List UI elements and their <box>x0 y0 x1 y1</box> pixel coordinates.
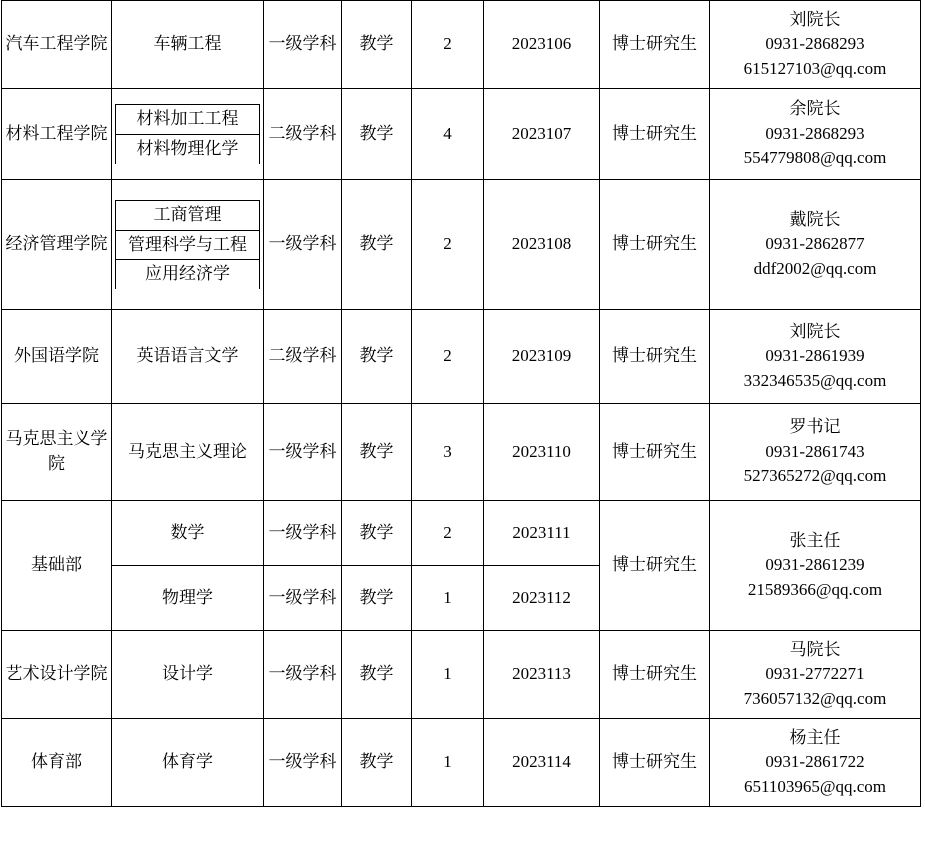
code-value: 2023111 <box>512 522 571 542</box>
table-row <box>2 501 921 566</box>
contact-name: 杨主任 <box>789 727 841 747</box>
major-name: 马克思主义理论 <box>128 441 247 461</box>
cell-code <box>484 566 600 631</box>
cell-type <box>342 89 412 180</box>
cell-code <box>484 310 600 404</box>
code-value: 2023112 <box>512 587 571 607</box>
level-value: 二级学科 <box>268 346 337 366</box>
contact-name: 马院长 <box>789 639 841 659</box>
cell-college <box>2 180 112 310</box>
count-value: 1 <box>443 664 452 684</box>
contact-email: 651103965@qq.com <box>743 776 887 796</box>
cell-count <box>412 180 484 310</box>
cell-degree <box>600 631 710 719</box>
code-value: 2023106 <box>511 34 572 54</box>
cell-major <box>112 719 264 807</box>
level-value: 一级学科 <box>268 752 337 772</box>
cell-college <box>2 719 112 807</box>
major-subtable <box>115 104 260 163</box>
cell-contact <box>710 1 921 89</box>
cell-degree <box>600 180 710 310</box>
cell-count <box>412 719 484 807</box>
cell-count <box>412 631 484 719</box>
level-value: 一级学科 <box>268 664 337 684</box>
contact-name: 刘院长 <box>789 9 841 29</box>
cell-degree <box>600 89 710 180</box>
cell-count <box>412 566 484 631</box>
cell-level <box>264 404 342 501</box>
cell-type <box>342 310 412 404</box>
cell-type <box>342 180 412 310</box>
cell-level <box>264 566 342 631</box>
cell-contact <box>710 501 921 631</box>
cell-degree <box>600 310 710 404</box>
cell-level <box>264 180 342 310</box>
count-value: 2 <box>443 522 452 542</box>
cell-type <box>342 404 412 501</box>
contact-phone: 0931-2861239 <box>765 555 865 575</box>
level-value: 一级学科 <box>268 441 337 461</box>
cell-level <box>264 501 342 566</box>
cell-major <box>112 1 264 89</box>
table-row <box>2 719 921 807</box>
type-value: 教学 <box>359 346 394 366</box>
count-value: 2 <box>443 34 452 54</box>
cell-major <box>112 501 264 566</box>
cell-college <box>2 89 112 180</box>
cell-major <box>112 566 264 631</box>
cell-major-group <box>112 89 264 180</box>
code-value: 2023107 <box>511 123 572 143</box>
cell-major <box>112 631 264 719</box>
count-value: 1 <box>443 587 452 607</box>
contact-phone: 0931-2772271 <box>765 664 865 684</box>
cell-contact <box>710 180 921 310</box>
contact-email: ddf2002@qq.com <box>753 258 877 278</box>
cell-code <box>484 631 600 719</box>
cell-level <box>264 631 342 719</box>
contact-name: 余院长 <box>789 99 841 119</box>
degree-value: 博士研究生 <box>612 555 697 575</box>
contact-email: 527365272@qq.com <box>743 466 887 486</box>
degree-value: 博士研究生 <box>612 123 697 143</box>
cell-major <box>112 310 264 404</box>
college-name: 外国语学院 <box>14 346 99 366</box>
cell-college <box>2 1 112 89</box>
count-value: 3 <box>443 441 452 461</box>
cell-code <box>484 1 600 89</box>
contact-name: 张主任 <box>789 530 841 550</box>
major-name: 材料加工工程 <box>116 105 260 135</box>
major-name: 车辆工程 <box>153 34 222 54</box>
code-value: 2023114 <box>512 752 571 772</box>
cell-college <box>2 404 112 501</box>
contact-phone: 0931-2868293 <box>765 34 865 54</box>
contact-phone: 0931-2861939 <box>765 346 865 366</box>
college-name: 基础部 <box>31 555 82 575</box>
contact-phone: 0931-2861743 <box>765 441 865 461</box>
table-row <box>2 180 921 310</box>
college-name: 材料工程学院 <box>5 123 108 143</box>
contact-phone: 0931-2861722 <box>765 752 865 772</box>
contact-name: 戴院长 <box>789 209 841 229</box>
major-name: 应用经济学 <box>116 260 260 289</box>
contact-email: 332346535@qq.com <box>743 370 887 390</box>
contact-email: 615127103@qq.com <box>743 58 887 78</box>
cell-type <box>342 501 412 566</box>
major-subtable <box>115 200 260 289</box>
major-name: 体育学 <box>162 752 213 772</box>
major-name: 管理科学与工程 <box>116 230 260 260</box>
cell-level <box>264 1 342 89</box>
college-name: 体育部 <box>31 752 82 772</box>
type-value: 教学 <box>359 234 394 254</box>
recruitment-table <box>1 0 921 807</box>
cell-contact <box>710 404 921 501</box>
cell-count <box>412 89 484 180</box>
cell-code <box>484 180 600 310</box>
table-row <box>2 1 921 89</box>
degree-value: 博士研究生 <box>612 752 697 772</box>
cell-degree <box>600 501 710 631</box>
cell-contact <box>710 89 921 180</box>
type-value: 教学 <box>359 587 394 607</box>
cell-college <box>2 310 112 404</box>
count-value: 4 <box>443 123 452 143</box>
code-value: 2023113 <box>512 664 571 684</box>
cell-type <box>342 719 412 807</box>
table-row <box>2 404 921 501</box>
cell-type <box>342 1 412 89</box>
degree-value: 博士研究生 <box>612 346 697 366</box>
level-value: 二级学科 <box>268 123 337 143</box>
type-value: 教学 <box>359 123 394 143</box>
code-value: 2023108 <box>511 234 572 254</box>
cell-degree <box>600 404 710 501</box>
college-name: 经济管理学院 <box>5 234 108 254</box>
cell-count <box>412 310 484 404</box>
cell-major-group <box>112 180 264 310</box>
table-row <box>2 89 921 180</box>
major-name: 数学 <box>170 522 205 542</box>
contact-email: 554779808@qq.com <box>743 148 887 168</box>
cell-degree <box>600 1 710 89</box>
code-value: 2023109 <box>511 346 572 366</box>
type-value: 教学 <box>359 34 394 54</box>
degree-value: 博士研究生 <box>612 234 697 254</box>
cell-college <box>2 501 112 631</box>
major-name: 工商管理 <box>116 201 260 231</box>
degree-value: 博士研究生 <box>612 441 697 461</box>
type-value: 教学 <box>359 752 394 772</box>
major-name: 材料物理化学 <box>116 135 260 164</box>
contact-phone: 0931-2862877 <box>765 234 865 254</box>
college-name: 汽车工程学院 <box>5 34 108 54</box>
cell-major <box>112 404 264 501</box>
count-value: 2 <box>443 234 452 254</box>
cell-code <box>484 89 600 180</box>
level-value: 一级学科 <box>268 587 337 607</box>
count-value: 1 <box>443 752 452 772</box>
code-value: 2023110 <box>512 441 571 461</box>
contact-name: 刘院长 <box>789 321 841 341</box>
major-name: 设计学 <box>162 664 213 684</box>
cell-degree <box>600 719 710 807</box>
type-value: 教学 <box>359 522 394 542</box>
cell-count <box>412 501 484 566</box>
cell-level <box>264 310 342 404</box>
cell-count <box>412 404 484 501</box>
contact-email: 736057132@qq.com <box>743 688 887 708</box>
cell-level <box>264 719 342 807</box>
major-name: 英语语言文学 <box>136 346 239 366</box>
table-row <box>2 631 921 719</box>
cell-contact <box>710 719 921 807</box>
cell-type <box>342 631 412 719</box>
cell-type <box>342 566 412 631</box>
level-value: 一级学科 <box>268 234 337 254</box>
cell-code <box>484 719 600 807</box>
type-value: 教学 <box>359 441 394 461</box>
cell-college <box>2 631 112 719</box>
contact-name: 罗书记 <box>789 417 841 437</box>
major-name: 物理学 <box>162 587 213 607</box>
cell-contact <box>710 310 921 404</box>
degree-value: 博士研究生 <box>612 34 697 54</box>
contact-phone: 0931-2868293 <box>765 123 865 143</box>
college-name: 马克思主义学院 <box>5 429 108 473</box>
contact-email: 21589366@qq.com <box>747 579 883 599</box>
cell-code <box>484 501 600 566</box>
cell-count <box>412 1 484 89</box>
count-value: 2 <box>443 346 452 366</box>
level-value: 一级学科 <box>268 34 337 54</box>
degree-value: 博士研究生 <box>612 664 697 684</box>
level-value: 一级学科 <box>268 522 337 542</box>
cell-code <box>484 404 600 501</box>
cell-contact <box>710 631 921 719</box>
college-name: 艺术设计学院 <box>5 664 108 684</box>
cell-level <box>264 89 342 180</box>
table-row <box>2 310 921 404</box>
type-value: 教学 <box>359 664 394 684</box>
